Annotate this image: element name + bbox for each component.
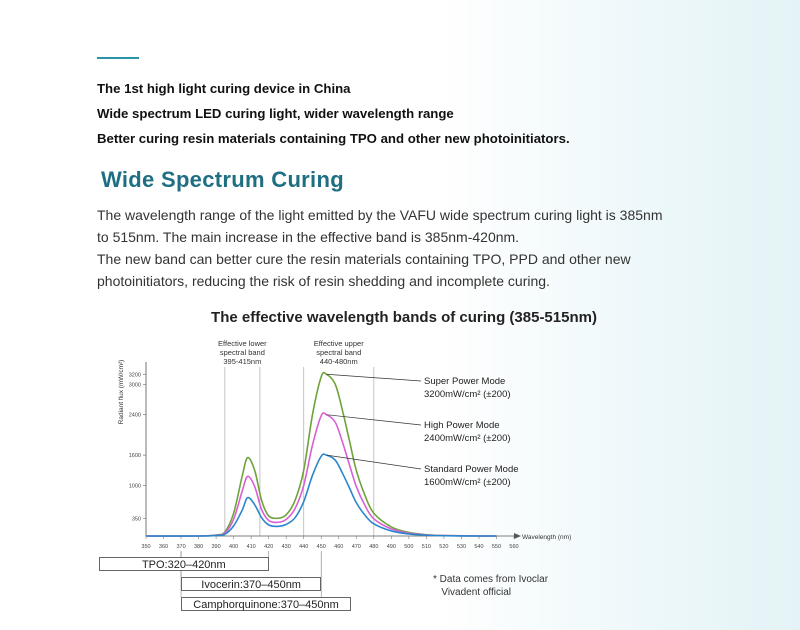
x-axis-arrow — [514, 533, 521, 539]
photoinitiator-tpo-box: TPO:320–420nm — [99, 557, 269, 571]
x-tick-label: 460 — [334, 544, 344, 550]
description-line: to 515nm. The main increase in the effective band is 385nm-420nm. — [97, 229, 520, 245]
chart-title: The effective wavelength bands of curing (385-515nm) — [211, 309, 597, 326]
band-label-0: Effective lower — [218, 339, 267, 348]
band-label-0: spectral band — [219, 348, 265, 357]
band-label-1: Effective upper — [313, 339, 364, 348]
x-tick-label: 390 — [211, 544, 221, 550]
y-axis-label: Radiant flux (mW/cm²) — [118, 359, 125, 425]
x-tick-label: 350 — [141, 544, 151, 550]
x-tick-label: 450 — [316, 544, 326, 550]
x-tick-label: 520 — [439, 544, 449, 550]
x-tick-label: 400 — [229, 544, 239, 550]
x-tick-label: 550 — [491, 544, 502, 550]
section-title: Wide Spectrum Curing — [101, 167, 344, 192]
x-tick-label: 490 — [386, 544, 396, 550]
intro-bullet: Better curing resin materials containing TPO and other new photoinitiators. — [97, 131, 570, 146]
description-line: The wavelength range of the light emitted by the VAFU wide spectrum curing light is 385nm — [97, 207, 663, 223]
band-label-1: 440-480nm — [319, 357, 358, 366]
photoinitiator-ivocerin-box: Ivocerin:370–450nm — [181, 577, 321, 591]
mode-value: 1600mW/cm² (±200) — [424, 477, 511, 488]
intro-bullet: Wide spectrum LED curing light, wider wavelength range — [97, 106, 454, 121]
mode-value: 3200mW/cm² (±200) — [424, 389, 511, 400]
x-tick-label: 370 — [176, 544, 186, 550]
band-label-0: 395-415nm — [223, 357, 262, 366]
x-tick-label: 410 — [246, 544, 256, 550]
x-tick-label: 500 — [404, 544, 414, 550]
y-tick-label: 3000 — [128, 382, 141, 389]
x-tick-label: 440 — [299, 544, 309, 550]
y-tick-label: 3200 — [128, 372, 141, 379]
x-tick-label: 430 — [281, 544, 291, 550]
x-tick-label: 420 — [264, 544, 274, 550]
x-tick-label: 380 — [193, 544, 204, 550]
y-tick-label: 1000 — [128, 483, 141, 490]
y-tick-label: 350 — [131, 516, 141, 523]
x-tick-label: 360 — [158, 544, 169, 550]
x-tick-label: 560 — [509, 544, 519, 550]
description-line: photoinitiators, reducing the risk of resin shedding and incomplete curing. — [97, 273, 550, 289]
x-tick-label: 540 — [474, 544, 484, 550]
x-axis-label: Wavelength (nm) — [522, 534, 572, 541]
mode-value: 2400mW/cm² (±200) — [424, 433, 511, 444]
band-label-1: spectral band — [316, 348, 362, 357]
intro-bullet: The 1st high light curing device in China — [97, 81, 351, 96]
y-tick-label: 2400 — [128, 412, 141, 419]
y-tick-label: 1600 — [128, 453, 141, 460]
x-tick-label: 470 — [351, 544, 361, 550]
photoinitiator-camphorquinone-box: Camphorquinone:370–450nm — [181, 597, 351, 611]
description-line: The new band can better cure the resin materials containing TPO, PPD and other new — [97, 251, 631, 267]
x-tick-label: 510 — [421, 544, 431, 550]
x-tick-label: 530 — [456, 544, 467, 550]
mode-label: High Power Mode — [424, 420, 500, 431]
mode-label: Super Power Mode — [424, 376, 506, 387]
x-tick-label: 480 — [369, 544, 379, 550]
mode-label: Standard Power Mode — [424, 464, 519, 475]
data-source-note: * Data comes from Ivoclar Vivadent official — [433, 574, 549, 598]
